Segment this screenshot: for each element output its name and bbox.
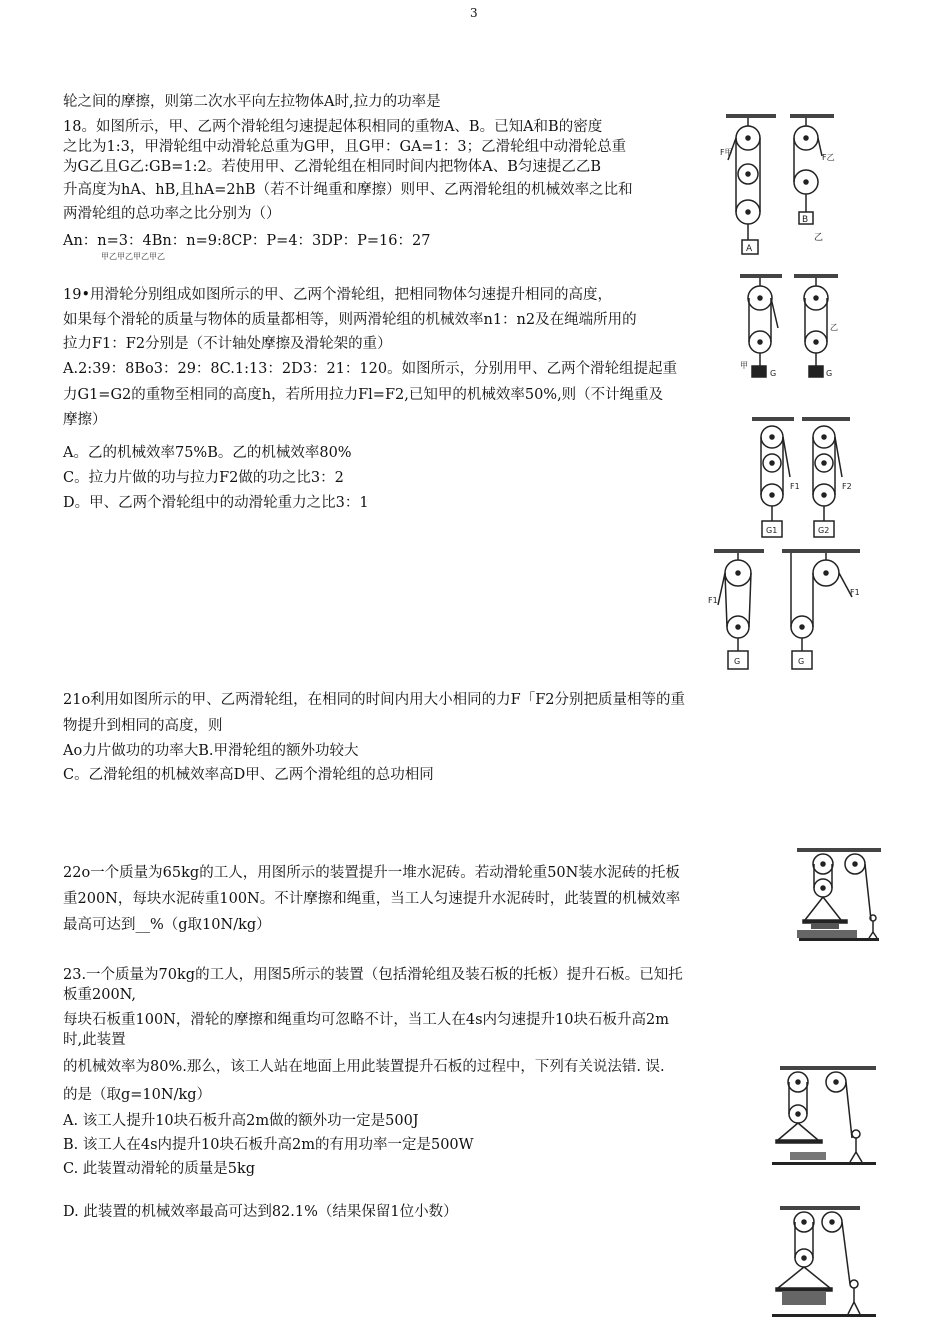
weight-label: G	[770, 369, 777, 378]
q21-option-a-b: Ao力片做功的功率大B.甲滑轮组的额外功较大	[63, 743, 359, 759]
force-label: F1	[850, 588, 860, 597]
q21-line: 21o利用如图所示的甲、乙两滑轮组，在相同的时间内用大小相同的力F「F2分别把质量相等的重	[63, 692, 686, 708]
weight-label: G	[798, 657, 805, 666]
q19-q20-line: A.2:39：8Bo3：29：8C.1:13：2D3：21：120。如图所示，分别用甲、乙两个滑轮组提起重	[63, 361, 678, 377]
text-line: 轮之间的摩擦，则第二次水平向左拉物体A时,拉力的功率是	[63, 94, 441, 110]
force-label: F1	[790, 482, 800, 491]
q20-line: 力G1=G2的重物至相同的高度h，若所用拉力Fl=F2,已知甲的机械效率50%,则（不计绳重及	[63, 387, 664, 403]
q18-line: 升高度为hA、hB,且hA=2hB（若不计绳重和摩擦）则甲、乙两滑轮组的机械效率之比和	[63, 182, 633, 198]
q23-option-a: A. 该工人提升10块石板升高2m做的额外功一定是500J	[63, 1113, 419, 1129]
q19-line: 如果每个滑轮的质量与物体的质量都相等，则两滑轮组的机械效率n1：n2及在绳端所用的	[63, 312, 637, 328]
page-number: 3	[470, 6, 478, 20]
q23-line: 23.一个质量为70kg的工人，用图5所示的装置（包括滑轮组及装石板的托板）提升石板。已知托	[63, 967, 683, 983]
worker-lifting-figure-q22	[795, 846, 885, 946]
box-label: B	[802, 215, 809, 225]
q23-option-c: C. 此装置动滑轮的质量是5kg	[63, 1161, 256, 1177]
q23-option-d: D. 此装置的机械效率最高可达到82.1%（结果保留1位小数）	[63, 1204, 458, 1220]
q23-line: 板重200N,	[63, 987, 137, 1003]
force-label: F2	[842, 482, 852, 491]
worker-lifting-figure-q23	[770, 1064, 878, 1170]
figure-label: 乙	[814, 233, 824, 243]
pulley-figure-q20	[748, 415, 856, 545]
q23-line: 的机械效率为80%.那么，该工人站在地面上用此装置提升石板的过程中，下列有关说法错. 误.	[63, 1059, 665, 1075]
q20-option-c: C。拉力片做的功与拉力F2做的功之比3：2	[63, 470, 344, 486]
q20-line: 摩擦）	[63, 412, 107, 428]
q18-line: 之比为1:3，甲滑轮组中动滑轮总重为G甲，且G甲：GA=1：3；乙滑轮组中动滑轮总重	[63, 139, 627, 155]
q19-line: 19•用滑轮分别组成如图所示的甲、乙两个滑轮组，把相同物体匀速提升相同的高度，	[63, 287, 613, 303]
q20-option-d: D。甲、乙两个滑轮组中的动滑轮重力之比3：1	[63, 495, 369, 511]
pulley-figure-q19	[734, 270, 844, 395]
weight-label: G	[826, 369, 833, 378]
q18-line: 两滑轮组的总功率之比分别为（）	[63, 206, 281, 222]
force-label: F乙	[822, 153, 835, 162]
q23-option-b: B. 该工人在4s内提升10块石板升高2m的有用功率一定是500W	[63, 1137, 474, 1153]
q21-line: 物提升到相同的高度，则	[63, 718, 223, 734]
q22-line: 22o一个质量为65kg的工人，用图所示的装置提升一堆水泥砖。若动滑轮重50N装水泥砖的托板	[63, 865, 680, 881]
figure-label: 乙	[830, 323, 838, 332]
weight-label: G1	[766, 526, 778, 535]
q19-line: 拉力F1：F2分别是（不计轴处摩擦及滑轮架的重）	[63, 336, 392, 352]
force-label: F1	[708, 596, 718, 605]
worker-lifting-figure-bottom	[770, 1204, 878, 1322]
q20-option-a-b: A。乙的机械效率75%B。乙的机械效率80%	[63, 445, 352, 461]
pulley-figure-q18	[718, 112, 836, 262]
q23-line: 每块石板重100N，滑轮的摩擦和绳重均可忽略不计，当工人在4s内匀速提升10块石板升高2m	[63, 1012, 669, 1028]
q23-line: 的是（取g=10N/kg）	[63, 1087, 212, 1103]
weight-label: G2	[818, 526, 830, 535]
q18-line: 18。如图所示，甲、乙两个滑轮组匀速提起体积相同的重物A、B。已知A和B的密度	[63, 119, 603, 135]
weight-label: G	[734, 657, 741, 666]
q18-line: 为G乙且G乙:GB=1:2。若使用甲、乙滑轮组在相同时间内把物体A、B匀速提乙乙B	[63, 159, 602, 175]
pulley-figure-q21	[704, 545, 864, 675]
q18-options: An：n=3：4Bn：n=9:8CP：P=4：3DP：P=16：27	[63, 233, 431, 249]
box-label: A	[746, 244, 753, 254]
force-label: F甲	[720, 148, 733, 157]
q18-subscripts: 甲乙甲乙甲乙甲乙	[101, 252, 165, 261]
q22-line: 重200N，每块水泥砖重100N。不计摩擦和绳重，当工人匀速提升水泥砖时，此装置的机械效率	[63, 891, 681, 907]
figure-label: 甲	[740, 361, 748, 370]
q22-line: 最高可达到__%（g取10N/kg）	[63, 917, 271, 933]
q21-option-c-d: C。乙滑轮组的机械效率高D甲、乙两个滑轮组的总功相同	[63, 767, 434, 783]
q23-line: 时,此装置	[63, 1032, 126, 1048]
